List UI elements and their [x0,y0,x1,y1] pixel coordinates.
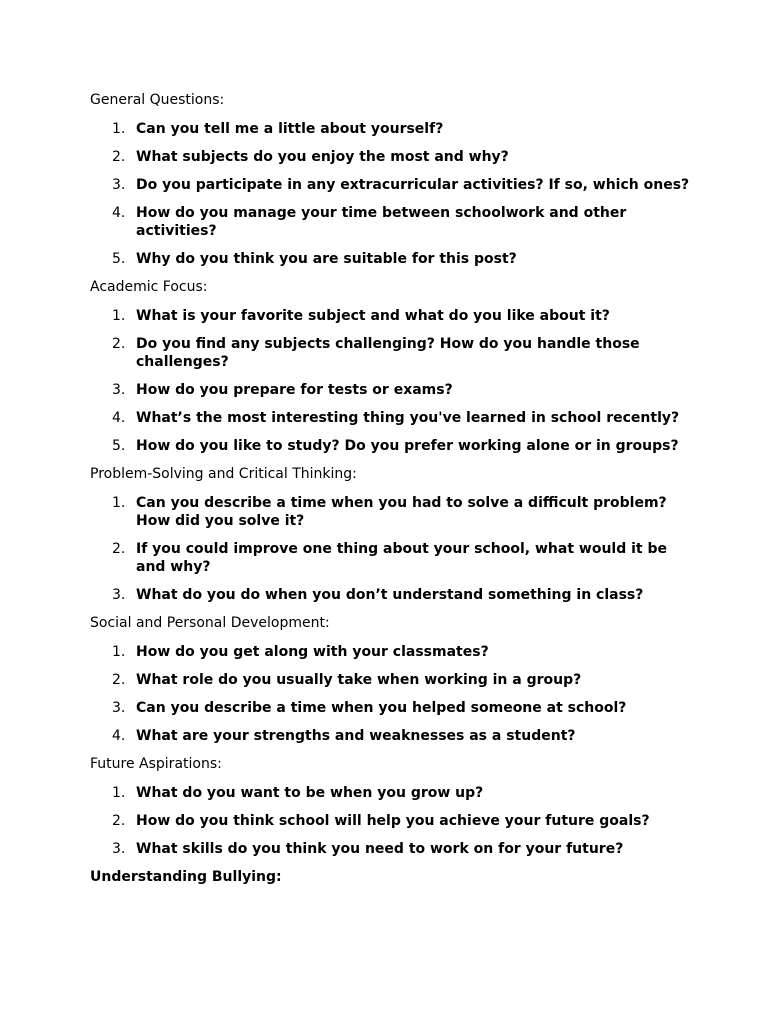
section-understanding-bullying [90,869,690,886]
list-item [90,840,690,858]
question-text: What do you want to be when you grow up? [136,785,484,801]
section-heading: General Questions: [90,92,225,108]
section-heading: Social and Personal Development: [90,615,330,631]
list-item [90,586,690,604]
list-number: 4. [112,728,126,744]
list-item [90,307,690,325]
list-number: 2. [112,813,126,829]
list-item [90,120,690,138]
question-text: What subjects do you enjoy the most and why? [136,149,509,165]
list-item [90,643,690,661]
list-item [90,250,690,268]
section-heading: Understanding Bullying: [90,869,282,885]
question-text: What do you do when you don’t understand something in class? [136,587,644,603]
list-item [90,727,690,745]
question-list [90,643,690,745]
question-list [90,120,690,268]
list-number: 2. [112,336,126,352]
list-item [90,494,690,530]
list-item [90,204,690,240]
list-item [90,176,690,194]
list-item [90,409,690,427]
list-number: 1. [112,785,126,801]
section-general-questions [90,92,690,268]
list-number: 1. [112,644,126,660]
section-social-personal [90,615,690,745]
list-item [90,148,690,166]
question-text: Why do you think you are suitable for this post? [136,251,517,267]
question-text: What skills do you think you need to work on for your future? [136,841,624,857]
section-academic-focus [90,279,690,455]
list-item [90,540,690,576]
list-item [90,671,690,689]
question-text: What’s the most interesting thing you've learned in school recently? [136,410,680,426]
question-text: How do you manage your time between schoolwork and other activities? [136,205,627,239]
question-text: If you could improve one thing about your school, what would it be and why? [136,541,667,575]
list-number: 4. [112,410,126,426]
list-number: 5. [112,438,126,454]
list-number: 3. [112,700,126,716]
section-heading: Problem-Solving and Critical Thinking: [90,466,357,482]
question-text: Can you describe a time when you helped someone at school? [136,700,627,716]
list-number: 4. [112,205,126,221]
question-list [90,307,690,455]
list-item [90,784,690,802]
list-number: 3. [112,587,126,603]
question-text: Do you find any subjects challenging? How do you handle those challenges? [136,336,640,370]
question-text: Can you tell me a little about yourself? [136,121,444,137]
question-text: What is your favorite subject and what do you like about it? [136,308,610,324]
question-text: What are your strengths and weaknesses as a student? [136,728,576,744]
question-list [90,784,690,858]
question-text: How do you like to study? Do you prefer working alone or in groups? [136,438,679,454]
list-item [90,335,690,371]
list-item [90,812,690,830]
section-problem-solving [90,466,690,604]
question-text: Can you describe a time when you had to solve a difficult problem? How did you solve it? [136,495,667,529]
list-number: 2. [112,149,126,165]
list-number: 5. [112,251,126,267]
question-text: Do you participate in any extracurricular activities? If so, which ones? [136,177,690,193]
list-item [90,437,690,455]
section-heading: Academic Focus: [90,279,208,295]
document-page [90,92,690,897]
section-future-aspirations [90,756,690,858]
list-number: 2. [112,541,126,557]
list-number: 3. [112,177,126,193]
question-list [90,494,690,604]
question-text: How do you get along with your classmates? [136,644,489,660]
question-text: How do you think school will help you achieve your future goals? [136,813,650,829]
section-heading: Future Aspirations: [90,756,222,772]
list-number: 3. [112,382,126,398]
question-text: How do you prepare for tests or exams? [136,382,453,398]
list-number: 1. [112,121,126,137]
question-text: What role do you usually take when working in a group? [136,672,582,688]
list-item [90,699,690,717]
list-number: 3. [112,841,126,857]
list-item [90,381,690,399]
list-number: 2. [112,672,126,688]
list-number: 1. [112,495,126,511]
list-number: 1. [112,308,126,324]
